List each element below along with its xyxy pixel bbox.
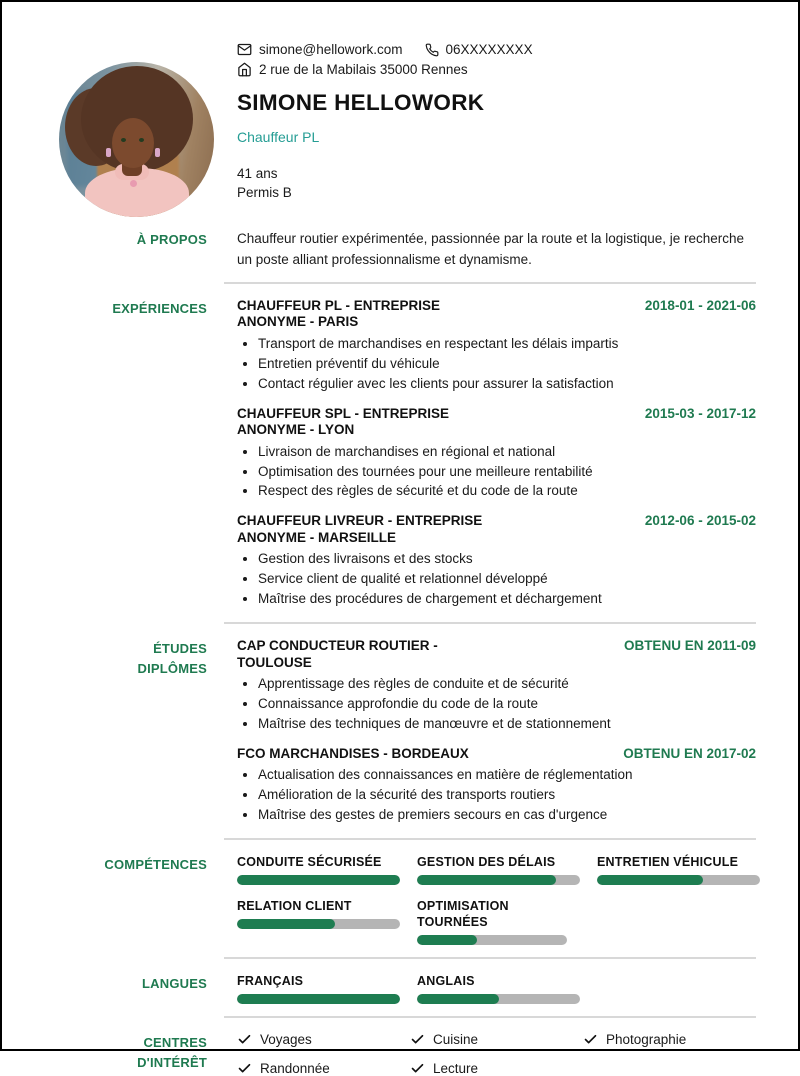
candidate-name: SIMONE HELLOWORK [237,90,485,115]
languages-label: LANGUES [142,976,207,992]
bullet: • Amélioration de la sécurité des transports routiers [258,786,756,804]
skill-item [237,854,400,885]
interest-text: Lecture [433,1061,479,1076]
language-bar-fill [237,994,400,1004]
photo-face [112,118,154,168]
experience-item [237,406,756,501]
section-divider [224,957,756,959]
candidate-license: Permis B [237,185,292,201]
education-item [237,638,756,733]
experience-item [237,513,756,608]
skill-item [237,898,400,929]
language-bar [417,994,580,1004]
skill-name: CONDUITE SÉCURISÉE [237,855,382,870]
photo-necklace [130,180,137,187]
section-divider [224,838,756,840]
experience-title: CHAUFFEUR PL - ENTREPRISE ANONYME - PARIS [237,297,441,330]
language-name: FRANÇAIS [237,974,304,989]
language-item [417,973,580,1004]
interest-text: Randonnée [260,1061,330,1076]
education-date: OBTENU EN 2017-02 [623,746,756,761]
bullet: • Apprentissage des règles de conduite et de sécurité [258,675,756,693]
section-divider [224,282,756,284]
candidate-job-title: Chauffeur PL [237,129,320,145]
experience-date: 2018-01 - 2021-06 [644,297,756,313]
section-divider [224,622,756,624]
interest-item [410,1032,583,1047]
experience-bullets [237,335,756,393]
skill-item [597,854,760,885]
experience-date: 2012-06 - 2015-02 [644,513,756,529]
interest-item [583,1032,756,1047]
address-text: 2 rue de la Mabilais 35000 Rennes [259,62,468,77]
contact-line-2 [237,62,756,77]
experience-bullets [237,550,756,608]
skill-bar [417,935,567,945]
photo-earring [106,148,111,157]
interest-item [237,1032,410,1047]
education-title: CAP CONDUCTEUR ROUTIER - TOULOUSE [237,638,438,670]
education-bullets [237,675,756,733]
bullet: • Entretien préventif du véhicule [258,355,756,373]
photo-eye [139,138,144,142]
bullet: • Contact régulier avec les clients pour assurer la satisfaction [258,375,756,393]
education-title: FCO MARCHANDISES - BORDEAUX [237,746,469,761]
skill-bar [417,875,580,885]
experience-date: 2015-03 - 2017-12 [644,405,756,421]
photo-eye [121,138,126,142]
section-interests [2,1032,798,1076]
language-item [237,973,400,1004]
skill-bar-fill [417,875,556,885]
check-icon [583,1032,598,1047]
bullet: • Optimisation des tournées pour une meilleure rentabilité [258,463,756,481]
education-bullets [237,766,756,824]
interests-label: CENTRES D'INTÉRÊT [137,1035,207,1070]
email-contact [237,42,403,57]
skills-label: COMPÉTENCES [104,857,207,873]
experiences-label: EXPÉRIENCES [112,300,207,316]
education-item [237,746,756,824]
home-icon [237,62,252,77]
address-contact [237,62,468,77]
section-languages [2,973,798,1004]
education-label: ÉTUDES DIPLÔMES [137,641,207,676]
skill-name: ENTRETIEN VÉHICULE [597,855,739,870]
email-icon [237,42,252,57]
language-name: ANGLAIS [417,974,475,989]
about-text: Chauffeur routier expérimentée, passionnée par la route et la logistique, je recherche un poste alliant professionnalisme et dynamisme. [237,231,745,267]
check-icon [237,1032,252,1047]
phone-text: 06XXXXXXXX [445,42,533,57]
bullet: • Connaissance approfondie du code de la route [258,695,756,713]
skill-bar-fill [237,875,400,885]
interest-text: Cuisine [433,1032,479,1048]
photo-earring [155,148,160,157]
interest-text: Voyages [260,1032,312,1048]
experience-item [237,298,756,393]
experience-title: CHAUFFEUR LIVREUR - ENTREPRISE ANONYME - MARSEILLE [237,513,483,545]
skill-name: GESTION DES DÉLAIS [417,855,556,870]
language-bar-fill [417,994,499,1004]
skill-bar [237,919,400,929]
section-divider [224,1016,756,1018]
about-label: À PROPOS [136,232,207,248]
skill-bar-fill [417,935,477,945]
language-bar [237,994,400,1004]
experience-title: CHAUFFEUR SPL - ENTREPRISE ANONYME - LYON [237,405,450,438]
bullet: • Service client de qualité et relationnel développé [258,570,756,588]
interest-item [237,1061,410,1076]
skill-bar [237,875,400,885]
skill-item [417,898,567,945]
bullet: • Gestion des livraisons et des stocks [258,550,756,568]
skill-name: RELATION CLIENT [237,899,352,914]
phone-icon [425,43,439,57]
bullet: • Livraison de marchandises en régional et national [258,443,756,461]
skill-bar-fill [237,919,335,929]
contact-line-1 [237,42,756,57]
skill-bar [597,875,760,885]
education-date: OBTENU EN 2011-09 [623,638,756,654]
section-experiences [2,298,798,610]
skill-item [417,854,580,885]
skill-name: OPTIMISATION TOURNÉES [417,899,509,930]
bullet: • Respect des règles de sécurité et du code de la route [258,482,756,500]
email-text: simone@hellowork.com [259,42,403,57]
check-icon [410,1032,425,1047]
section-education [2,638,798,826]
check-icon [410,1061,425,1076]
experience-bullets [237,443,756,501]
bullet: • Transport de marchandises en respectant les délais impartis [258,335,756,353]
section-about [2,229,798,270]
bullet: • Actualisation des connaissances en matière de réglementation [258,766,756,784]
skill-bar-fill [597,875,703,885]
bullet: • Maîtrise des gestes de premiers secours en cas d'urgence [258,806,756,824]
interest-item [410,1061,583,1076]
bullet: • Maîtrise des procédures de chargement et déchargement [258,590,756,608]
section-skills [2,854,798,945]
phone-contact [425,42,533,57]
interest-text: Photographie [606,1032,687,1048]
bullet: • Maîtrise des techniques de manœuvre et de stationnement [258,715,756,733]
check-icon [237,1061,252,1076]
profile-photo [59,62,214,217]
candidate-age: 41 ans [237,166,278,181]
